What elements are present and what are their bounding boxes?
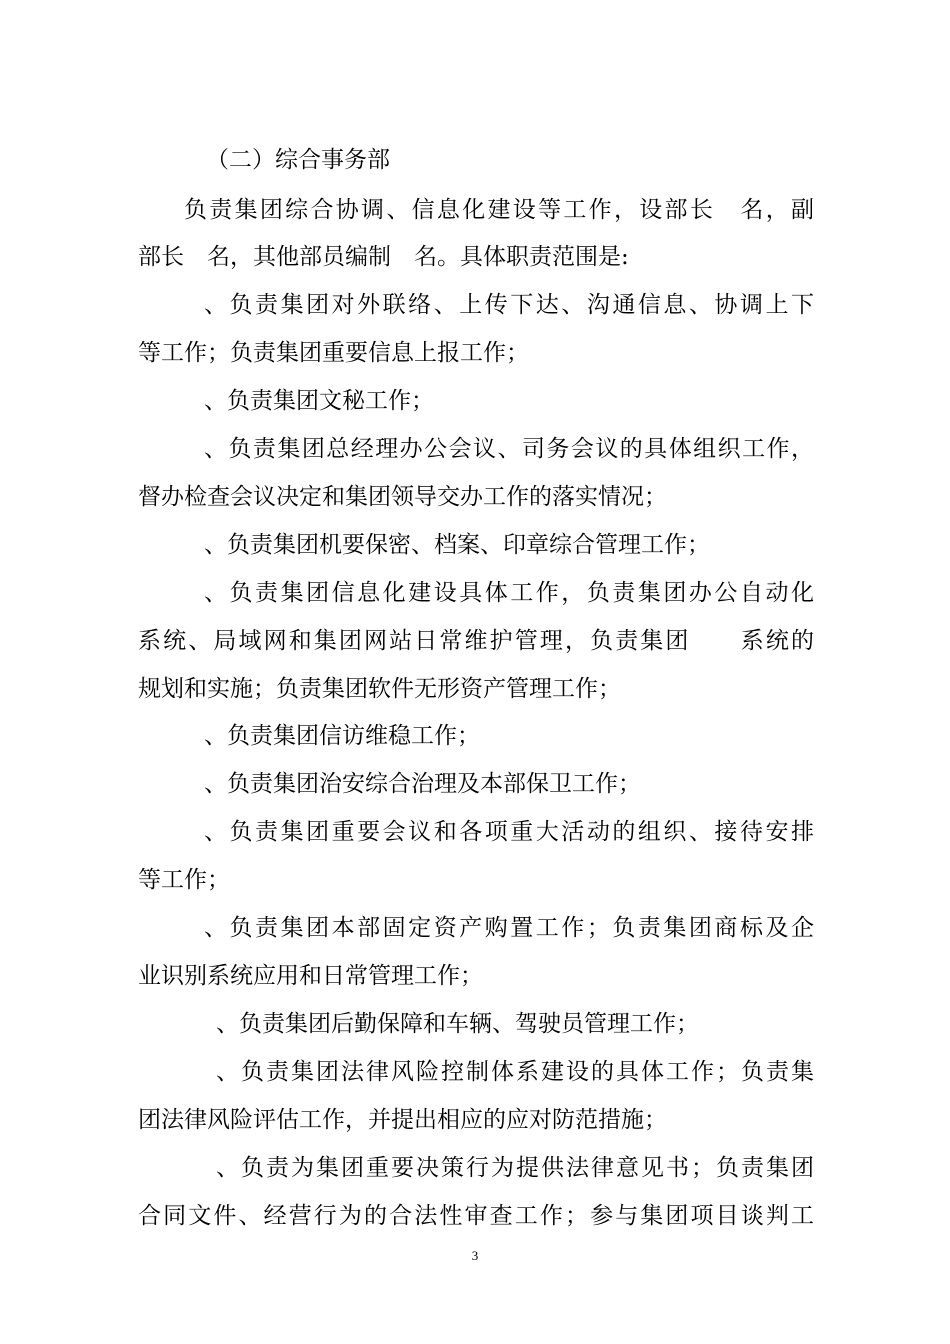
paragraph-line: 、负责集团机要保密、档案、印章综合管理工作；: [204, 532, 710, 558]
paragraph-line: 部长 名，其他部员编制 名。具体职责范围是:: [138, 244, 629, 270]
paragraph-line: 规划和实施；负责集团软件无形资产管理工作；: [138, 676, 621, 702]
paragraph-line: 等工作；: [138, 867, 230, 893]
paragraph-line: 、负责集团本部固定资产购置工作；负责集团商标及企: [204, 915, 814, 941]
paragraph-line: 、负责为集团重要决策行为提供法律意见书；负责集团: [216, 1155, 814, 1181]
page-number: 3: [471, 1248, 479, 1263]
paragraph-line: 负责集团综合协调、信息化建设等工作，设部长 名，副: [184, 197, 814, 223]
paragraph-line: 督办检查会议决定和集团领导交办工作的落实情况；: [138, 484, 667, 510]
paragraph-line: 团法律风险评估工作，并提出相应的应对防范措施；: [138, 1107, 667, 1133]
paragraph-line: 、负责集团法律风险控制体系建设的具体工作；负责集: [216, 1059, 814, 1085]
paragraph-line: 、负责集团重要会议和各项重大活动的组织、接待安排: [204, 819, 814, 845]
paragraph-line: 、负责集团总经理办公会议、司务会议的具体组织工作，: [204, 436, 814, 462]
paragraph-line: 合同文件、经营行为的合法性审查工作；参与集团项目谈判工: [138, 1203, 814, 1229]
paragraph-line: 、负责集团治安综合治理及本部保卫工作；: [204, 771, 641, 797]
paragraph-line: 、负责集团信访维稳工作；: [204, 723, 480, 749]
paragraph-line: 、负责集团对外联络、上传下达、沟通信息、协调上下: [204, 292, 814, 318]
paragraph-line: 业识别系统应用和日常管理工作；: [138, 963, 483, 989]
paragraph-line: 、负责集团后勤保障和车辆、驾驶员管理工作；: [216, 1011, 699, 1037]
paragraph-line: 、负责集团文秘工作；: [204, 388, 434, 414]
paragraph-line: 系统、局域网和集团网站日常维护管理，负责集团 系统的: [138, 628, 814, 654]
section-heading: （二）综合事务部: [206, 147, 390, 173]
paragraph-line: 等工作；负责集团重要信息上报工作；: [138, 340, 529, 366]
paragraph-line: 、负责集团信息化建设具体工作，负责集团办公自动化: [204, 580, 814, 606]
